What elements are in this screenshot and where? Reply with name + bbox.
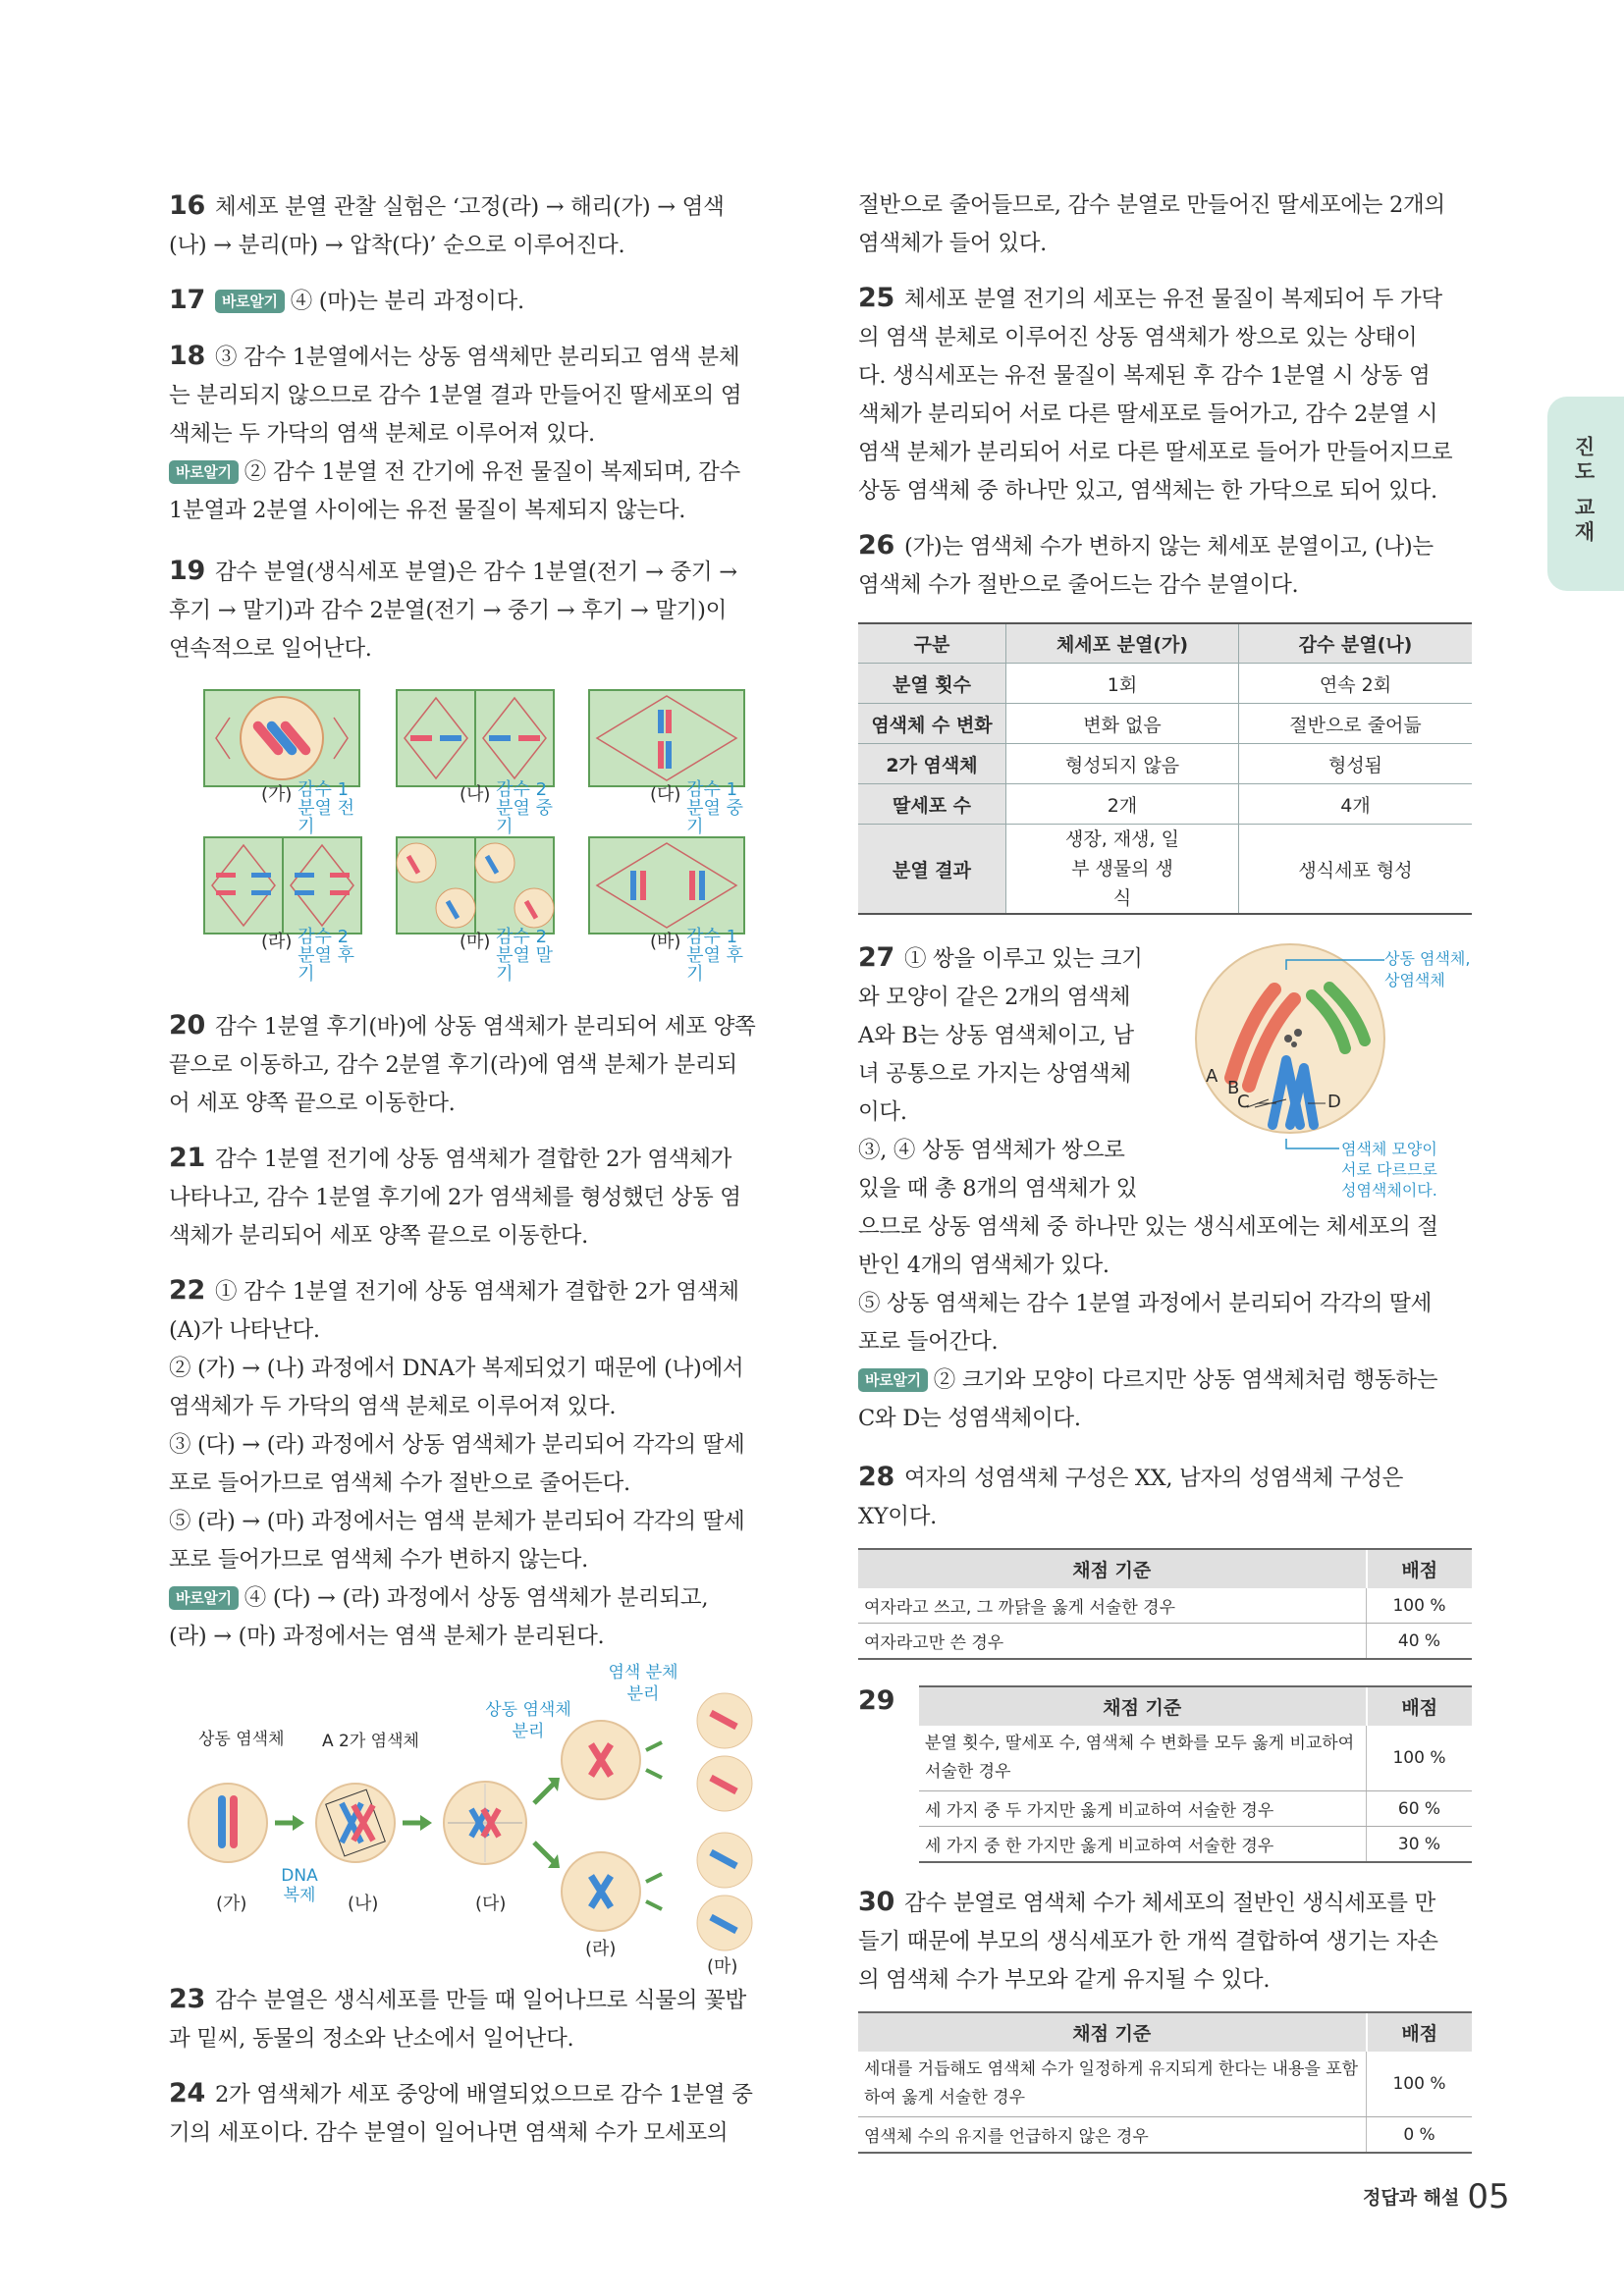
answer-27 (858, 938, 1472, 1438)
table-cell: 여자라고만 쓴 경우 (858, 1624, 1367, 1660)
answer-text: 으므로 상동 염색체 중 하나만 있는 생식세포에는 체세포의 절 (858, 1214, 1438, 1240)
table-cell: 100 % (1367, 1726, 1473, 1791)
answer-text: 다. 생식세포는 유전 물질이 복제된 후 감수 1분열 시 상동 염 (858, 363, 1431, 389)
table-cell: 분열 횟수 (858, 664, 1006, 704)
answer-text: 1분열과 2분열 사이에는 유전 물질이 복제되지 않는다. (169, 498, 686, 523)
table-row (919, 1726, 1472, 1791)
answer-text: 나타나고, 감수 1분열 후기에 2가 염색체를 형성했던 상동 염 (169, 1185, 741, 1210)
answer-text: 염색체가 들어 있다. (858, 231, 1048, 256)
table-cell: 60 % (1367, 1791, 1473, 1827)
answer-number: 19 (169, 556, 205, 586)
answer-text: 녀 공통으로 가지는 상염색체 (858, 1061, 1131, 1087)
answer-text: 끝으로 이동하고, 감수 2분열 후기(라)에 염색 분체가 분리되 (169, 1052, 737, 1078)
dna-replication-label: DNA 복제 (281, 1866, 318, 1905)
label-text: 성염색체이다. (1341, 1181, 1437, 1200)
answer-text: 감수 1분열 후기(바)에 상동 염색체가 분리되어 세포 양쪽 (214, 1014, 756, 1040)
answer-text: 포로 들어가므로 염색체 수가 절반으로 줄어든다. (169, 1470, 630, 1496)
page-footer (1363, 2177, 1510, 2216)
table-cell: 2가 염색체 (858, 744, 1006, 784)
stage-caption-ma (460, 928, 557, 984)
label-text: 서로 다르므로 (1341, 1160, 1437, 1179)
answer-number: 24 (169, 2078, 205, 2109)
answer-21 (169, 1139, 783, 1255)
table-cell: 1회 (1006, 664, 1239, 704)
stage-label: 감수 2분열 중기 (496, 779, 554, 837)
stage-tag: (다) (475, 1894, 507, 1914)
chromatid-separation-label: 염색 분체 분리 (608, 1663, 678, 1704)
table-cell: 여자라고 쓰고, 그 까닭을 옳게 서술한 경우 (858, 1588, 1367, 1624)
answer-text: 과 밑씨, 동물의 정소와 난소에서 일어난다. (169, 2026, 574, 2052)
answer-23 (169, 1980, 783, 2058)
scoring-table (858, 1548, 1472, 1660)
table-header-row (858, 623, 1472, 664)
answer-18 (169, 337, 783, 530)
table-cell: 0 % (1367, 2117, 1473, 2154)
correction-badge: 바로알기 (169, 460, 239, 484)
answer-28 (858, 1458, 1472, 1660)
answer-text: 염색체 수가 절반으로 줄어드는 감수 분열이다. (858, 572, 1299, 598)
answer-text: ① 쌍을 이루고 있는 크기 (903, 946, 1143, 972)
table-cell: 세 가지 중 한 가지만 옳게 비교하여 서술한 경우 (919, 1827, 1367, 1863)
chromosome-a-label: A (1206, 1066, 1218, 1087)
table-row (858, 2052, 1472, 2117)
table-header-row (919, 1686, 1472, 1726)
answer-text: 색체가 분리되어 서로 다른 딸세포로 들어가고, 감수 2분열 시 (858, 401, 1438, 427)
answer-text: 들기 때문에 부모의 생식세포가 한 개씩 결합하여 생기는 자손 (858, 1929, 1438, 1954)
table-row (858, 784, 1472, 825)
stage-label: 감수 2분열 말기 (496, 927, 554, 985)
answer-number: 16 (169, 190, 205, 221)
table-header: 배점 (1367, 2012, 1473, 2052)
chromosome-b-label: B (1227, 1078, 1240, 1098)
table-cell: 생식세포 형성 (1239, 825, 1473, 915)
answer-text: A와 B는 상동 염색체이고, 남 (858, 1023, 1134, 1048)
table-row (858, 1624, 1472, 1660)
table-cell: 30 % (1367, 1827, 1473, 1863)
answer-text: 감수 1분열 전기에 상동 염색체가 결합한 2가 염색체가 (214, 1147, 732, 1172)
answer-text: 포로 들어가므로 염색체 수가 변하지 않는다. (169, 1547, 588, 1573)
answer-text: 후기 → 말기)과 감수 2분열(전기 → 중기 → 후기 → 말기)이 (169, 598, 728, 623)
table-header: 구분 (858, 623, 1006, 664)
table-cell: 변화 없음 (1006, 704, 1239, 744)
chromosome-d-label: D (1327, 1092, 1341, 1112)
table-cell: 절반으로 줄어듦 (1239, 704, 1473, 744)
table-header: 채점 기준 (858, 1549, 1367, 1588)
table-cell: 분열 횟수, 딸세포 수, 염색체 수 변화를 모두 옳게 비교하여 서술한 경우 (919, 1726, 1367, 1791)
answer-text: 절반으로 줄어들므로, 감수 분열로 만들어진 딸세포에는 2개의 (858, 192, 1445, 218)
answer-number: 25 (858, 283, 894, 313)
answer-number: 26 (858, 530, 894, 561)
table-cell: 100 % (1367, 2052, 1473, 2117)
answer-text: 여자의 성염색체 구성은 XX, 남자의 성염색체 구성은 (903, 1466, 1404, 1491)
table-cell: 연속 2회 (1239, 664, 1473, 704)
table-cell: 형성되지 않음 (1006, 744, 1239, 784)
stage-tag: (가) (216, 1894, 247, 1914)
answer-number: 18 (169, 341, 205, 371)
answer-text: (가)는 염색체 수가 변하지 않는 체세포 분열이고, (나)는 (903, 534, 1434, 560)
table-header: 체세포 분열(가) (1006, 623, 1239, 664)
table-header: 채점 기준 (919, 1686, 1367, 1726)
correction-badge: 바로알기 (858, 1368, 928, 1392)
answer-29 (858, 1685, 1472, 1863)
stage-tag: (바) (650, 932, 681, 952)
side-tab-label: 진도 교재 (1572, 436, 1596, 546)
table-header: 배점 (1367, 1549, 1473, 1588)
answer-text: ③ (다) → (라) 과정에서 상동 염색체가 분리되어 각각의 딸세 (169, 1432, 745, 1458)
answer-text: 포로 들어간다. (858, 1329, 999, 1355)
table-row (858, 744, 1472, 784)
stage-label: 감수 1분열 중기 (686, 779, 744, 837)
answer-text: XY이다. (858, 1504, 937, 1529)
answer-number: 23 (169, 1984, 205, 2014)
sex-chromosome-label (1341, 1139, 1437, 1201)
table-row (858, 664, 1472, 704)
answer-text: ⑤ 상동 염색체는 감수 1분열 과정에서 분리되어 각각의 딸세 (858, 1291, 1433, 1316)
table-header: 배점 (1367, 1686, 1473, 1726)
table-row (919, 1827, 1472, 1863)
answer-text: ② 크기와 모양이 다르지만 상동 염색체처럼 행동하는 (933, 1367, 1438, 1393)
correction-badge: 바로알기 (215, 290, 285, 313)
answer-24-continued (858, 187, 1472, 263)
answer-25 (858, 279, 1472, 510)
answer-number: 27 (858, 942, 894, 973)
answer-text: 염색 분체가 분리되어 서로 다른 딸세포로 들어가 만들어지므로 (858, 440, 1453, 465)
answer-number: 20 (169, 1010, 205, 1041)
answer-text: 기의 세포이다. 감수 분열이 일어나면 염색체 수가 모세포의 (169, 2120, 729, 2146)
answer-26 (858, 526, 1472, 915)
page-number: 05 (1467, 2177, 1510, 2216)
answer-number: 21 (169, 1143, 205, 1173)
stage-na (397, 690, 554, 786)
answer-17 (169, 281, 783, 321)
table-header-row (858, 2012, 1472, 2052)
stage-tag: (마) (460, 932, 491, 952)
answer-20 (169, 1006, 783, 1123)
answer-text: 체세포 분열 관찰 실험은 ‘고정(라) → 해리(가) → 염색 (214, 194, 725, 220)
answer-text: 감수 분열(생식세포 분열)은 감수 1분열(전기 → 중기 → (214, 560, 737, 585)
stage-label: 감수 1분열 전기 (298, 779, 355, 837)
table-header: 감수 분열(나) (1239, 623, 1473, 664)
stage-caption-da (650, 780, 747, 836)
stage-ba (589, 837, 744, 934)
stage-tag: (다) (650, 784, 681, 805)
bivalent-label: A 2가 염색체 (322, 1732, 419, 1751)
answer-text: 의 염색 분체로 이루어진 상동 염색체가 쌍으로 있는 상태이 (858, 325, 1418, 350)
answer-text: ② 감수 1분열 전 간기에 유전 물질이 복제되며, 감수 (244, 459, 740, 485)
answer-text: (라) → (마) 과정에서는 염색 분체가 분리된다. (169, 1624, 605, 1649)
left-column (169, 187, 783, 2168)
stage-tag: (마) (707, 1956, 738, 1977)
stage-label: 감수 1분열 후기 (686, 927, 744, 985)
table-cell: 100 % (1367, 1588, 1473, 1624)
stage-ma (397, 837, 554, 934)
label-text: 상동 염색체, (1384, 949, 1471, 968)
answer-text: ④ (다) → (라) 과정에서 상동 염색체가 분리되고, (244, 1585, 709, 1611)
answer-text: ④ (마)는 분리 과정이다. (290, 289, 524, 314)
answer-number: 29 (858, 1685, 895, 1716)
answer-text: 있을 때 총 8개의 염색체가 있 (858, 1176, 1138, 1201)
answer-text: 반인 4개의 염색체가 있다. (858, 1253, 1110, 1278)
table-cell: 딸세포 수 (858, 784, 1006, 825)
homolog-autosome-label (1384, 948, 1470, 991)
table-header: 채점 기준 (858, 2012, 1367, 2052)
table-cell: 세 가지 중 두 가지만 옳게 비교하여 서술한 경우 (919, 1791, 1367, 1827)
answer-number: 30 (858, 1887, 894, 1917)
answer-24 (169, 2074, 783, 2153)
table-cell: 분열 결과 (858, 825, 1006, 915)
stage-ga (204, 690, 359, 786)
answer-text: C와 D는 성염색체이다. (858, 1406, 1081, 1431)
table-cell: 생장, 재생, 일부 생물의 생식 (1006, 825, 1239, 915)
stage-caption-ra (261, 928, 358, 984)
answer-text: 감수 분열은 생식세포를 만들 때 일어나므로 식물의 꽃밥 (214, 1988, 746, 2013)
homolog-label: 상동 염색체 (198, 1730, 285, 1749)
answer-text: ② (가) → (나) 과정에서 DNA가 복제되었기 때문에 (나)에서 (169, 1356, 744, 1381)
answer-text: (나) → 분리(마) → 압착(다)’ 순으로 이루어진다. (169, 233, 625, 258)
table-cell: 4개 (1239, 784, 1473, 825)
table-cell: 염색체 수 변화 (858, 704, 1006, 744)
answer-19 (169, 552, 783, 1002)
meiosis-process-diagram (169, 1656, 783, 1977)
stage-caption-na (460, 780, 557, 836)
side-tab (1547, 397, 1624, 591)
table-cell: 세대를 거듭해도 염색체 수가 일정하게 유지되게 한다는 내용을 포함하여 옳게 서술한 경우 (858, 2052, 1367, 2117)
table-cell: 40 % (1367, 1624, 1473, 1660)
stage-ra (204, 837, 361, 934)
answer-text: 염색체가 두 가닥의 염색 분체로 이루어져 있다. (169, 1394, 617, 1419)
table-row (858, 1588, 1472, 1624)
answer-text: 이다. (858, 1099, 907, 1125)
stage-tag: (라) (585, 1939, 617, 1959)
label-text: 상염색체 (1384, 971, 1445, 989)
answer-30 (858, 1883, 1472, 2154)
answer-text: 연속적으로 일어난다. (169, 636, 372, 662)
stage-tag: (나) (460, 784, 491, 805)
answer-text: 2가 염색체가 세포 중앙에 배열되었으므로 감수 1분열 중 (214, 2082, 753, 2108)
answer-text: 체세포 분열 전기의 세포는 유전 물질이 복제되어 두 가닥 (903, 287, 1442, 312)
chromosome-diagram (1192, 931, 1472, 1200)
answer-16 (169, 187, 783, 265)
homolog-separation-label: 상동 염색체 분리 (485, 1700, 571, 1741)
answer-text: ③, ④ 상동 염색체가 쌍으로 (858, 1138, 1125, 1163)
table-row (858, 825, 1472, 915)
answer-number: 28 (858, 1462, 894, 1492)
stage-caption-ga (261, 780, 358, 836)
stage-label: 감수 2분열 후기 (298, 927, 355, 985)
answer-text: 감수 분열로 염색체 수가 체세포의 절반인 생식세포를 만 (903, 1891, 1435, 1916)
answer-text: 의 염색체 수가 부모와 같게 유지될 수 있다. (858, 1967, 1271, 1993)
comparison-table (858, 622, 1472, 915)
label-text: 염색체 모양이 (1341, 1140, 1437, 1158)
table-header-row (858, 1549, 1472, 1588)
answer-text: ① 감수 1분열 전기에 상동 염색체가 결합한 2가 염색체 (214, 1279, 739, 1305)
scoring-table (919, 1685, 1472, 1863)
scoring-table (858, 2011, 1472, 2154)
answer-text: ③ 감수 1분열에서는 상동 염색체만 분리되고 염색 분체 (214, 345, 740, 370)
table-row (858, 2117, 1472, 2154)
table-row (919, 1791, 1472, 1827)
right-column (858, 187, 1472, 2169)
stage-tag: (나) (348, 1894, 379, 1914)
chromosome-c-label: C (1237, 1092, 1250, 1112)
answer-text: 어 세포 양쪽 끝으로 이동한다. (169, 1091, 456, 1116)
answer-text: 와 모양이 같은 2개의 염색체 (858, 985, 1131, 1010)
answer-text: 상동 염색체 중 하나만 있고, 염색체는 한 가닥으로 되어 있다. (858, 478, 1437, 504)
answer-text: 색체는 두 가닥의 염색 분체로 이루어져 있다. (169, 421, 595, 447)
answer-number: 17 (169, 285, 205, 315)
answer-22 (169, 1271, 783, 1977)
table-cell: 염색체 수의 유지를 언급하지 않은 경우 (858, 2117, 1367, 2154)
stage-caption-ba (650, 928, 747, 984)
table-cell: 2개 (1006, 784, 1239, 825)
answer-text: 색체가 분리되어 세포 양쪽 끝으로 이동한다. (169, 1223, 588, 1249)
stage-tag: (가) (261, 784, 293, 805)
answer-text: 는 분리되지 않으므로 감수 1분열 결과 만들어진 딸세포의 염 (169, 383, 742, 408)
table-row (858, 704, 1472, 744)
answer-text: (A)가 나타난다. (169, 1317, 320, 1343)
stage-tag: (라) (261, 932, 293, 952)
correction-badge: 바로알기 (169, 1586, 239, 1610)
stage-da (589, 690, 744, 786)
table-cell: 형성됨 (1239, 744, 1473, 784)
footer-label: 정답과 해설 (1363, 2187, 1460, 2209)
answer-text: ⑤ (라) → (마) 과정에서는 염색 분체가 분리되어 각각의 딸세 (169, 1509, 745, 1534)
answer-number: 22 (169, 1275, 205, 1306)
